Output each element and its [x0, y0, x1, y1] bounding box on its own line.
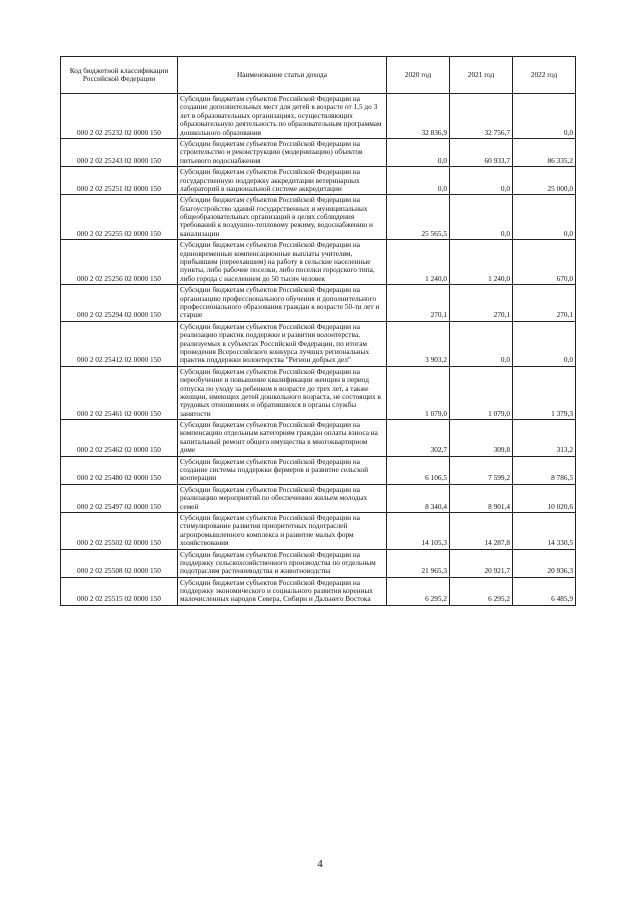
- budget-code-cell: 000 2 02 25462 02 0000 150: [61, 420, 178, 457]
- value-2021-cell: 1 240,0: [450, 240, 513, 285]
- value-2020-cell: 32 836,9: [387, 94, 450, 139]
- value-2021-cell: 309,8: [450, 420, 513, 457]
- value-2021-cell: 0,0: [450, 167, 513, 195]
- budget-code-cell: 000 2 02 25251 02 0000 150: [61, 167, 178, 195]
- budget-code-cell: 000 2 02 25255 02 0000 150: [61, 195, 178, 240]
- page-number: 4: [317, 858, 323, 870]
- table-row: [61, 240, 576, 285]
- value-2020-cell: 6 295,2: [387, 577, 450, 605]
- table-row: [61, 512, 576, 549]
- revenue-name-cell: Субсидии бюджетам субъектов Российской Федерации на благоустройство зданий государственных и муниципальных общеобразовательных организаций в целях соблюдения требований к воздушно-тепловому режиму, водоснабжению и канализации: [178, 195, 387, 240]
- value-2021-cell: 7 599,2: [450, 456, 513, 484]
- value-2020-cell: 25 565,5: [387, 195, 450, 240]
- table-row: [61, 94, 576, 139]
- value-2021-cell: 32 756,7: [450, 94, 513, 139]
- value-2020-cell: 3 903,2: [387, 321, 450, 366]
- value-2020-cell: 6 106,5: [387, 456, 450, 484]
- revenue-name-cell: Субсидии бюджетам субъектов Российской Федерации на переобучение и повышение квалификации женщин в период отпуска по уходу за ребенком в возрасте до трех лет, а также женщин, имеющих детей дошкольного возраста, не состоящих в трудовых отношениях и обратившихся в органы службы занятости: [178, 366, 387, 419]
- table-row: [61, 577, 576, 605]
- document-page: [60, 56, 575, 606]
- table-row: [61, 420, 576, 457]
- value-2022-cell: 20 936,3: [513, 549, 576, 577]
- value-2020-cell: 270,1: [387, 285, 450, 322]
- table-header: [61, 57, 576, 94]
- value-2022-cell: 8 786,5: [513, 456, 576, 484]
- value-2022-cell: 10 020,6: [513, 484, 576, 512]
- table-row: [61, 456, 576, 484]
- revenue-name-cell: Субсидии бюджетам субъектов Российской Федерации на создание дополнительных мест для детей в возрасте от 1,5 до 3 лет в образовательных организациях, осуществляющих образовательную деятельность по образовательным программам дошкольного образования: [178, 94, 387, 139]
- value-2020-cell: 0,0: [387, 167, 450, 195]
- value-2021-cell: 14 287,8: [450, 512, 513, 549]
- budget-code-cell: 000 2 02 25256 02 0000 150: [61, 240, 178, 285]
- table-row: [61, 285, 576, 322]
- value-2020-cell: 8 340,4: [387, 484, 450, 512]
- value-2022-cell: 313,2: [513, 420, 576, 457]
- value-2020-cell: 1 079,0: [387, 366, 450, 419]
- revenue-name-cell: Субсидии бюджетам субъектов Российской Федерации на реализацию мероприятий по обеспечению жильем молодых семей: [178, 484, 387, 512]
- revenue-name-cell: Субсидии бюджетам субъектов Российской Федерации на стимулирование развития приоритетных подотраслей агропромышленного комплекса и развитие малых форм хозяйствования: [178, 512, 387, 549]
- revenue-name-cell: Субсидии бюджетам субъектов Российской Федерации на единовременные компенсационные выплаты учителям, прибывшим (переехавшим) на работу в сельские населенные пункты, либо рабочие поселки, либо поселки городского типа, либо города с населением до 50 тысяч человек: [178, 240, 387, 285]
- table-header-row: [61, 57, 576, 94]
- value-2021-cell: 60 933,7: [450, 138, 513, 166]
- budget-code-cell: 000 2 02 25515 02 0000 150: [61, 577, 178, 605]
- budget-code-cell: 000 2 02 25294 02 0000 150: [61, 285, 178, 322]
- value-2022-cell: 270,1: [513, 285, 576, 322]
- value-2022-cell: 86 335,2: [513, 138, 576, 166]
- revenue-name-cell: Субсидии бюджетам субъектов Российской Федерации на строительство и реконструкцию (модернизацию) объектов питьевого водоснабжения: [178, 138, 387, 166]
- header-year-2020: 2020 год: [387, 57, 450, 94]
- revenue-name-cell: Субсидии бюджетам субъектов Российской Федерации на реализацию практик поддержки и развития волонтерства, реализуемых в субъектах Российской Федерации, по итогам проведения Всероссийского конкурса лучших региональных практик поддержки волонтерства "Регион добрых дел": [178, 321, 387, 366]
- table-row: [61, 484, 576, 512]
- budget-code-cell: 000 2 02 25502 02 0000 150: [61, 512, 178, 549]
- value-2021-cell: 6 295,2: [450, 577, 513, 605]
- value-2022-cell: 0,0: [513, 195, 576, 240]
- budget-code-cell: 000 2 02 25508 02 0000 150: [61, 549, 178, 577]
- table-row: [61, 366, 576, 419]
- budget-code-cell: 000 2 02 25412 02 0000 150: [61, 321, 178, 366]
- revenue-name-cell: Субсидии бюджетам субъектов Российской Федерации на государственную поддержку аккредитации ветеринарных лабораторий в национальной системе аккредитации: [178, 167, 387, 195]
- header-year-2022: 2022 год: [513, 57, 576, 94]
- value-2022-cell: 670,0: [513, 240, 576, 285]
- value-2020-cell: 21 965,3: [387, 549, 450, 577]
- value-2021-cell: 270,1: [450, 285, 513, 322]
- table-row: [61, 549, 576, 577]
- table-body: [61, 94, 576, 606]
- revenue-name-cell: Субсидии бюджетам субъектов Российской Федерации на компенсацию отдельным категориям граждан оплаты взноса на капитальный ремонт общего имущества в многоквартирном доме: [178, 420, 387, 457]
- revenue-name-cell: Субсидии бюджетам субъектов Российской Федерации на поддержку экономического и социального развития коренных малочисленных народов Севера, Сибири и Дальнего Востока: [178, 577, 387, 605]
- revenue-name-cell: Субсидии бюджетам субъектов Российской Федерации на создание системы поддержки фермеров и развитие сельской кооперации: [178, 456, 387, 484]
- budget-code-cell: 000 2 02 25243 02 0000 150: [61, 138, 178, 166]
- value-2020-cell: 0,0: [387, 138, 450, 166]
- budget-code-cell: 000 2 02 25497 02 0000 150: [61, 484, 178, 512]
- value-2022-cell: 1 379,3: [513, 366, 576, 419]
- budget-code-cell: 000 2 02 25480 02 0000 150: [61, 456, 178, 484]
- header-name: Наименование статьи дохода: [178, 57, 387, 94]
- table-row: [61, 167, 576, 195]
- value-2021-cell: 20 921,7: [450, 549, 513, 577]
- value-2020-cell: 1 240,0: [387, 240, 450, 285]
- revenue-name-cell: Субсидии бюджетам субъектов Российской Федерации на организацию профессионального обучения и дополнительного профессионального образования граждан в возрасте 50-ти лет и старше: [178, 285, 387, 322]
- budget-code-cell: 000 2 02 25232 02 0000 150: [61, 94, 178, 139]
- value-2020-cell: 14 105,3: [387, 512, 450, 549]
- value-2022-cell: 6 485,9: [513, 577, 576, 605]
- value-2020-cell: 302,7: [387, 420, 450, 457]
- table-row: [61, 138, 576, 166]
- value-2021-cell: 1 079,0: [450, 366, 513, 419]
- value-2022-cell: 0,0: [513, 321, 576, 366]
- value-2021-cell: 8 901,4: [450, 484, 513, 512]
- value-2022-cell: 25 000,0: [513, 167, 576, 195]
- value-2022-cell: 0,0: [513, 94, 576, 139]
- revenue-table: [60, 56, 576, 606]
- table-row: [61, 321, 576, 366]
- header-code: Код бюджетной классификации Российской Федерации: [61, 57, 178, 94]
- value-2022-cell: 14 330,5: [513, 512, 576, 549]
- value-2021-cell: 0,0: [450, 321, 513, 366]
- table-row: [61, 195, 576, 240]
- revenue-name-cell: Субсидии бюджетам субъектов Российской Федерации на поддержку сельскохозяйственного производства по отдельным подотраслям растениеводства и животноводства: [178, 549, 387, 577]
- budget-code-cell: 000 2 02 25461 02 0000 150: [61, 366, 178, 419]
- header-year-2021: 2021 год: [450, 57, 513, 94]
- value-2021-cell: 0,0: [450, 195, 513, 240]
